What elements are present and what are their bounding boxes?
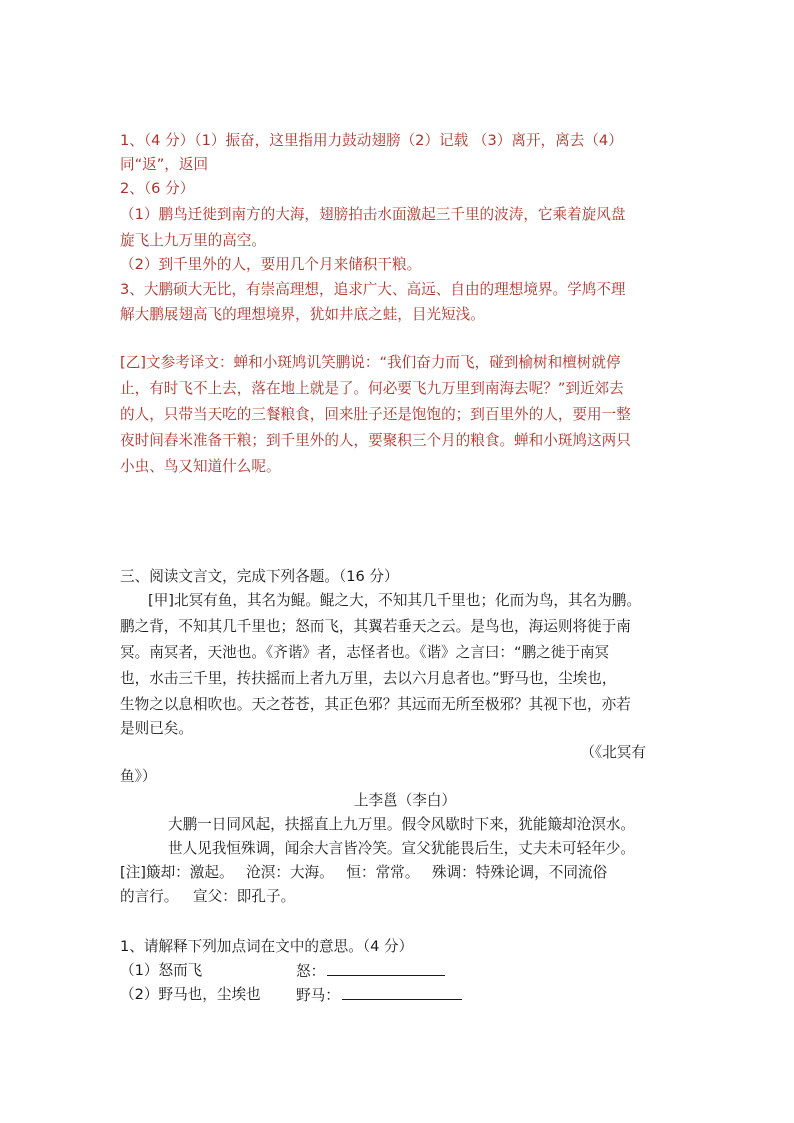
jia-line6: 是则已矣。 (120, 720, 193, 737)
jia-line5: 生物之以息相吹也。天之苍苍，其正色邪？其远而无所至极邪？其视下也，亦若 (120, 696, 631, 713)
note-line2: 的言行。 宣父：即孔子。 (120, 888, 296, 905)
section3-heading: 三、阅读文言文，完成下列各题。（16 分） (120, 568, 399, 585)
translation-line4: 夜时间舂米准备干粮；到千里外的人，要聚积三个月的粮食。蝉和小斑鸠这两只 (120, 432, 631, 449)
poem-line2: 世人见我恒殊调，闻余大言皆冷笑。宣父犹能畏后生，丈夫未可轻年少。 (168, 840, 636, 857)
poem-title: 上李邕（李白） (353, 792, 457, 809)
answer-q2-line1: （1）鹏鸟迁徙到南方的大海，翅膀拍击水面激起三千里的波涛，它乘着旋风盘 (120, 206, 626, 223)
question1-item2-text: （2）野马也，尘埃也 (120, 986, 261, 1003)
note-line1: [注]簸却：激起。 沧溟：大海。 恒：常常。 殊调：特殊论调，不同流俗 (120, 864, 608, 881)
translation-line2: 止，有时飞不上去，落在地上就是了。何必要飞九万里到南海去呢？”到近郊去 (120, 380, 624, 397)
answer-q1-line1: 1、（4 分）（1）振奋，这里指用力鼓动翅膀（2）记载 （3）离开，离去（4） (120, 132, 623, 149)
answer-q2-line3: （2）到千里外的人，要用几个月来储积干粮。 (120, 256, 422, 273)
question1-item2-answer (296, 984, 462, 1006)
answer-blank-1[interactable] (327, 960, 445, 976)
question1-item2 (120, 984, 690, 1006)
jia-line4: 也，水击三千里，抟扶摇而上者九万里，去以六月息者也。”野马也，尘埃也， (120, 670, 617, 687)
answer-q2-title: 2、（6 分） (120, 180, 195, 197)
question1-item1-text: （1）怒而飞 (120, 962, 203, 979)
answer-q3-line2: 解大鹏展翅高飞的理想境界，犹如井底之蛙，目光短浅。 (120, 306, 485, 323)
source-line1: （《北冥有 (580, 744, 646, 761)
jia-line3: 冥。南冥者，天池也。《齐谐》者，志怪者也。《谐》之言曰：“鹏之徙于南冥 (120, 644, 610, 661)
poem-line1: 大鹏一日同风起，扶摇直上九万里。假令风歇时下来，犹能簸却沧溟水。 (168, 816, 636, 833)
answer-q3-line1: 3、大鹏硕大无比，有崇高理想，追求广大、高远、自由的理想境界。学鸠不理 (120, 281, 626, 298)
answer-q1-line2: 同“返”，返回 (120, 156, 209, 173)
translation-line1 (120, 352, 690, 374)
question1-item1-label: 怒： (296, 963, 326, 980)
answer-q2-line2: 旋飞上九万里的高空。 (120, 232, 266, 249)
translation-quote: “我们奋力而飞，碰到榆树和檀树就停 (379, 354, 621, 371)
answer-blank-2[interactable] (342, 984, 462, 1000)
translation-prefix: [乙]文参考译文：蝉和小斑鸠讥笑鹏说： (120, 354, 380, 371)
question1-item2-label: 野马： (296, 987, 340, 1004)
jia-line2: 鹏之背，不知其几千里也；怒而飞，其翼若垂天之云。是鸟也，海运则将徙于南 (120, 618, 631, 635)
translation-line3: 的人，只带当天吃的三餐粮食，回来肚子还是饱饱的；到百里外的人，要用一整 (120, 406, 631, 423)
jia-line1: [甲]北冥有鱼，其名为鲲。鲲之大，不知其几千里也；化而为鸟，其名为鹏。 (148, 592, 641, 609)
source-line2: 鱼》） (120, 768, 157, 785)
question1-item1 (120, 960, 690, 982)
question1-item1-answer (296, 960, 445, 982)
question1-title: 1、请解释下列加点词在文中的意思。（4 分） (120, 938, 414, 955)
translation-line5: 小虫、鸟又知道什么呢。 (120, 458, 281, 475)
